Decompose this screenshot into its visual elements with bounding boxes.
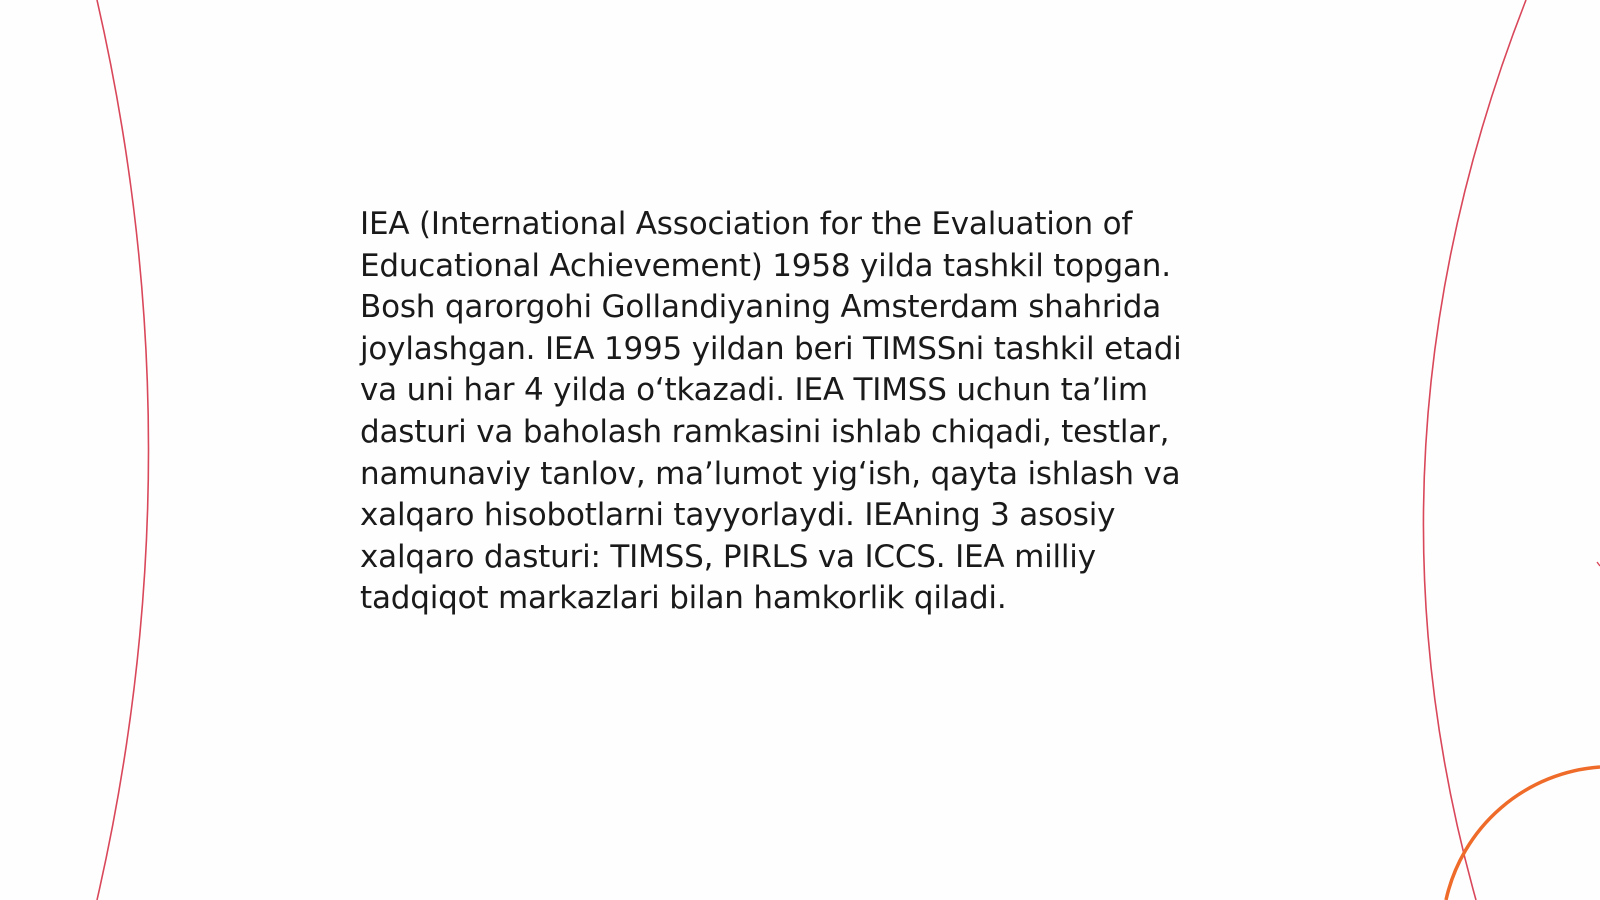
body-paragraph: IEA (International Association for the Evaluation of Educational Achievement) 1958 yilda tashkil topgan. Bosh qarorgohi Gollandiyaning Amsterdam shahrida joylashgan. IEA 1995 yildan beri TIMSSni tashkil etadi va uni har 4 yilda o‘tkazadi. IEA TIMSS uchun ta’lim dasturi va baholash ramkasini ishlab chiqadi, testlar, namunaviy tanlov, ma’lumot yig‘ish, qayta ishlash va xalqaro hisobotlarni tayyorlaydi. IEAning 3 asosiy xalqaro dasturi: TIMSS, PIRLS va ICCS. IEA milliy tadqiqot markazlari bilan hamkorlik qiladi. — [360, 206, 1182, 617]
left-arc — [97, 0, 149, 900]
right-arc — [1423, 0, 1526, 900]
orange-circle-arc — [1446, 767, 1600, 900]
